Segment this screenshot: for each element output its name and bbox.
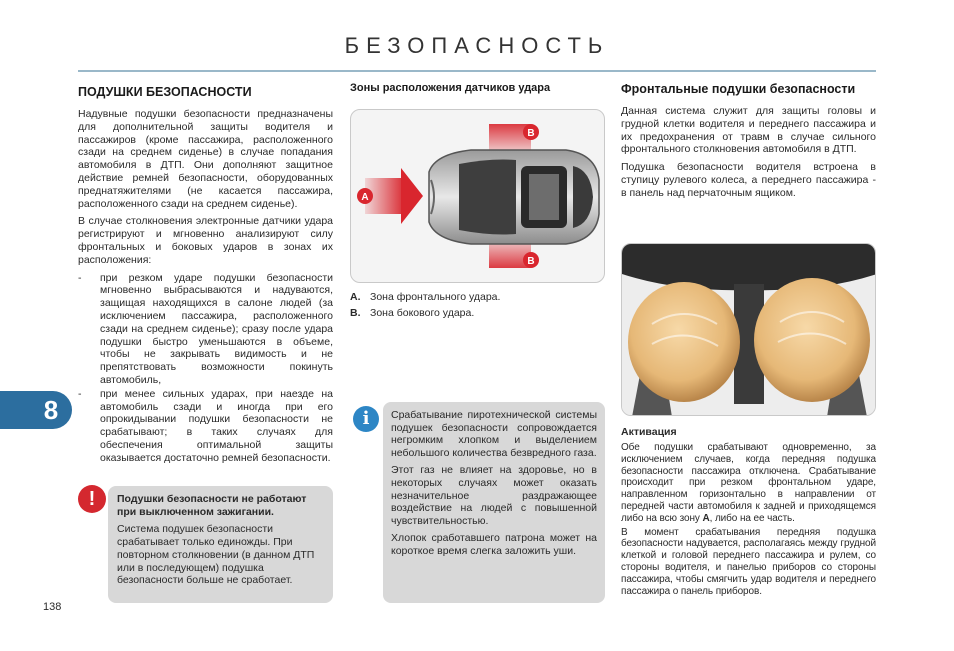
airbags-photo (621, 243, 876, 416)
activation-paragraph: Обе подушки срабатывают одновременно, за исключением случаев, когда передняя подушка безопасности пассажира отключена. Срабатывание происходит при резком фронтальном ударе, направленном горизонтально в направлении от передней части автомобиля к задней и приходящемся либо на всю зону A, либо на ее часть. (621, 442, 876, 524)
header-divider (78, 70, 876, 72)
driver-airbag (628, 282, 740, 402)
zone-legend (350, 291, 605, 323)
warning-text: Система подушек безопасности срабатывает только единожды. При повторном столкновении (в данном ДТП или в последующем) подушка безопасности больше не сработает. (117, 523, 315, 587)
activation-paragraph: В момент срабатывания передняя подушка безопасности надувается, располагаясь между грудной клеткой и головой переднего пассажира и рулем, со стороны водителя, и панелью приборов со стороны пассажира, чтобы смягчить удар водителя и переднего пассажира о панель приборов. (621, 526, 876, 597)
info-note (350, 402, 605, 603)
list-item: - при менее сильных ударах, при наезде на автомобиль сзади и иногда при его опрокидывании подушки безопасности не срабатывают; в таких случаях для обеспечения оптимальной защиты оказывается достаточно ремней безопасности. (78, 388, 333, 465)
section-title-frontal-airbags: Фронтальные подушки безопасности (621, 82, 856, 96)
dashboard-shape (622, 244, 876, 290)
zone-legend-item: A. Зона фронтального удара. (350, 291, 501, 303)
zone-b-label-top: B (527, 128, 535, 139)
info-icon: i (353, 406, 379, 432)
warning-icon: ! (78, 485, 106, 513)
info-paragraph: Этот газ не влияет на здоровье, но в некоторых случаях может оказать незначительное раздражающее воздействие на людей с повышенной чувствительностью. (391, 464, 597, 527)
warning-title: Подушки безопасности не работают при выключенном зажигании. (117, 493, 307, 518)
activation-section (621, 426, 876, 599)
frontal-airbags-location-paragraph: Подушка безопасности водителя встроена в ступицу рулевого колеса, а переднего пассажира - в панель над перчаточным ящиком. (621, 161, 876, 199)
section-title-sensor-zones: Зоны расположения датчиков удара (350, 82, 551, 94)
warning-note (78, 480, 333, 603)
left-column (78, 82, 333, 466)
impact-list (78, 272, 333, 465)
activation-title: Активация (621, 426, 677, 438)
zone-a-label: A (361, 192, 369, 203)
section-title-airbags: ПОДУШКИ БЕЗОПАСНОСТИ (78, 85, 252, 99)
info-paragraph: Хлопок сработавшего патрона может на короткое время слегка заложить уши. (391, 532, 597, 557)
passenger-airbag (754, 278, 870, 402)
page-header-title: БЕЗОПАСНОСТЬ (344, 33, 610, 58)
car-illustration (351, 110, 605, 283)
right-column (621, 82, 876, 205)
zone-legend-item: B. Зона бокового удара. (350, 307, 475, 319)
info-paragraph: Срабатывание пиротехнической системы подушек безопасности сопровождается негромким хлопком и выделением небольшого количества безвредного газа. (391, 409, 597, 459)
car-diagram (350, 109, 605, 283)
sensors-paragraph: В случае столкновения электронные датчики удара регистрируют и мгновенно анализируют силу фронтальных и боковых ударов в зонах их расположения: (78, 215, 333, 266)
middle-column (350, 82, 605, 103)
airbags-intro-paragraph: Надувные подушки безопасности предназначены для дополнительной защиты водителя и пассажиров (кроме пассажира, расположенного сзади на среднем сиденье) в случае попадания автомобиля в ДТП. Они дополняют защитное действие ремней безопасности, оборудованных преднатяжителями (не касается пассажира, расположенного сзади на среднем сиденье). (78, 108, 333, 210)
info-panel (383, 402, 605, 603)
list-item: - при резком ударе подушки безопасности мгновенно выбрасываются и надуваются, защищая находящихся в салоне людей (за исключением пассажира, расположенного сзади на среднем сиденье); сразу после удара подушки быстро уменьшаются в объеме, чтобы не закрывать видимость и не препятствовать возможности покинуть автомобиль, (78, 272, 333, 387)
frontal-impact-arrow (365, 168, 423, 224)
frontal-airbags-paragraph: Данная система служит для защиты головы и грудной клетки водителя и переднего пассажира и их предохранения от травм в случае сильного фронтального столкновения автомобиля в ДТП. (621, 105, 876, 156)
chapter-number: 8 (43, 395, 59, 425)
airbags-illustration (622, 244, 876, 416)
page-number: 138 (43, 601, 62, 613)
zone-b-label-bottom: B (527, 256, 535, 267)
warning-panel (108, 486, 333, 603)
car-body (429, 150, 599, 244)
